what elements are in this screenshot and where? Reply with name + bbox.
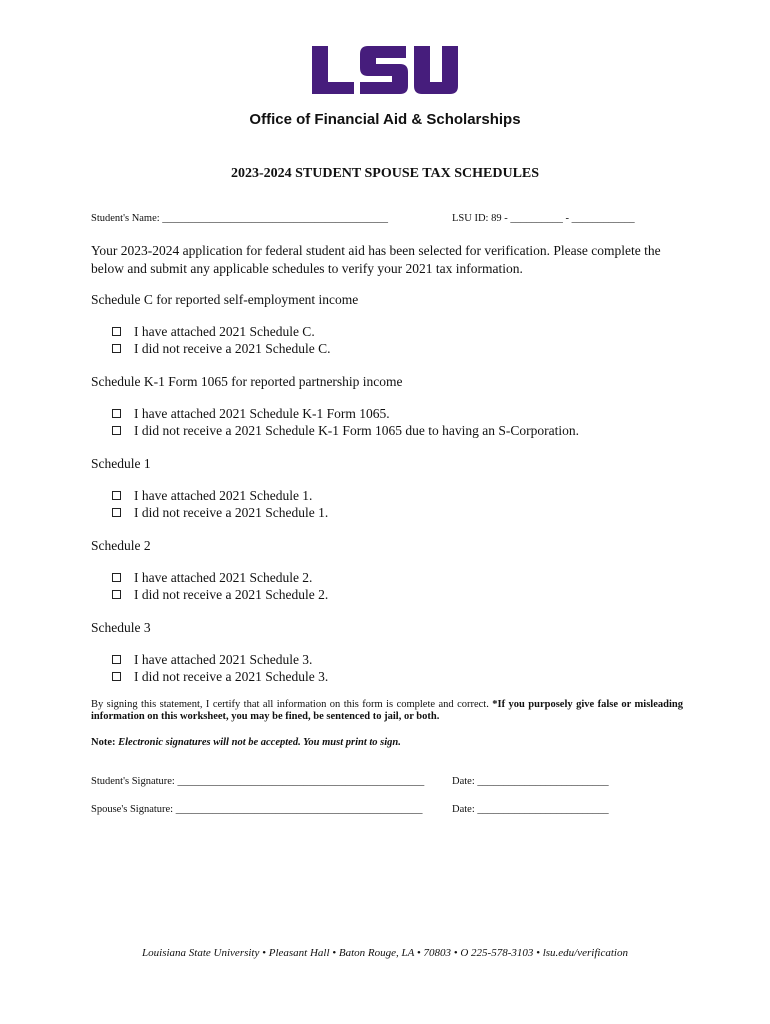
checkbox[interactable] bbox=[112, 426, 121, 435]
option-attached-schedule-k1[interactable] bbox=[91, 405, 579, 422]
lsu-logo bbox=[310, 44, 460, 96]
signature-note bbox=[91, 737, 401, 748]
option-label: I did not receive a 2021 Schedule 3. bbox=[134, 668, 329, 684]
section-heading: Schedule C for reported self-employment income bbox=[91, 292, 359, 307]
checkbox[interactable] bbox=[112, 409, 121, 418]
option-attached-schedule-3[interactable] bbox=[91, 651, 328, 668]
checkbox[interactable] bbox=[112, 327, 121, 336]
option-not-received-schedule-2[interactable] bbox=[91, 586, 328, 603]
section-schedule-2 bbox=[91, 537, 328, 603]
certification-statement bbox=[91, 699, 683, 723]
lsu-id-field[interactable]: LSU ID: 89 - __________ - ____________ bbox=[452, 213, 635, 224]
spouse-date-field[interactable]: Date: _________________________ bbox=[452, 804, 609, 815]
option-attached-schedule-c[interactable] bbox=[91, 323, 358, 340]
certification-text: By signing this statement, I certify that all information on this form is complete and correct. bbox=[91, 699, 493, 710]
section-heading: Schedule K-1 Form 1065 for reported partnership income bbox=[91, 374, 403, 389]
option-label: I did not receive a 2021 Schedule C. bbox=[134, 340, 331, 356]
form-title: 2023-2024 STUDENT SPOUSE TAX SCHEDULES bbox=[230, 166, 540, 181]
checkbox[interactable] bbox=[112, 491, 121, 500]
option-not-received-schedule-c[interactable] bbox=[91, 340, 358, 357]
option-label: I have attached 2021 Schedule 1. bbox=[134, 487, 313, 503]
checkbox[interactable] bbox=[112, 508, 121, 517]
intro-paragraph: Your 2023-2024 application for federal student aid has been selected for verification. Please complete the below and submit any applicable schedules to verify your 2021 tax information. bbox=[91, 243, 661, 276]
option-label: I did not receive a 2021 Schedule 1. bbox=[134, 504, 329, 520]
checkbox[interactable] bbox=[112, 655, 121, 664]
checkbox[interactable] bbox=[112, 573, 121, 582]
checkbox[interactable] bbox=[112, 344, 121, 353]
section-heading: Schedule 2 bbox=[91, 538, 151, 553]
section-schedule-c bbox=[91, 291, 358, 357]
office-name: Office of Financial Aid & Scholarships bbox=[249, 111, 521, 128]
option-label: I have attached 2021 Schedule C. bbox=[134, 323, 315, 339]
option-not-received-schedule-1[interactable] bbox=[91, 504, 328, 521]
option-label: I have attached 2021 Schedule 2. bbox=[134, 569, 313, 585]
section-schedule-3 bbox=[91, 619, 328, 685]
spouse-signature-field[interactable]: Spouse's Signature: _______________________________________________ bbox=[91, 804, 423, 815]
checkbox[interactable] bbox=[112, 672, 121, 681]
option-attached-schedule-1[interactable] bbox=[91, 487, 328, 504]
note-text: Electronic signatures will not be accepted. You must print to sign. bbox=[118, 737, 401, 748]
option-label: I have attached 2021 Schedule 3. bbox=[134, 651, 313, 667]
option-label: I did not receive a 2021 Schedule 2. bbox=[134, 586, 329, 602]
certification-warning: *If you purposely give false or misleading information on this worksheet, you may be fined, be sentenced to jail, or both. bbox=[91, 699, 683, 722]
option-attached-schedule-2[interactable] bbox=[91, 569, 328, 586]
footer-address: Louisiana State University • Pleasant Hall • Baton Rouge, LA • 70803 • O 225-578-3103 • lsu.edu/verification bbox=[142, 947, 628, 959]
option-label: I did not receive a 2021 Schedule K-1 Form 1065 due to having an S-Corporation. bbox=[134, 422, 580, 438]
section-heading: Schedule 1 bbox=[91, 456, 151, 471]
section-heading: Schedule 3 bbox=[91, 620, 151, 635]
section-schedule-1 bbox=[91, 455, 328, 521]
option-not-received-schedule-3[interactable] bbox=[91, 668, 328, 685]
student-name-field[interactable]: Student's Name: ___________________________________________ bbox=[91, 213, 389, 224]
section-schedule-k1 bbox=[91, 373, 579, 439]
option-not-received-schedule-k1[interactable] bbox=[91, 422, 579, 439]
option-label: I have attached 2021 Schedule K-1 Form 1065. bbox=[134, 405, 390, 421]
student-date-field[interactable]: Date: _________________________ bbox=[452, 776, 609, 787]
note-label: Note: bbox=[91, 737, 119, 748]
student-signature-field[interactable]: Student's Signature: _______________________________________________ bbox=[91, 776, 425, 787]
checkbox[interactable] bbox=[112, 590, 121, 599]
